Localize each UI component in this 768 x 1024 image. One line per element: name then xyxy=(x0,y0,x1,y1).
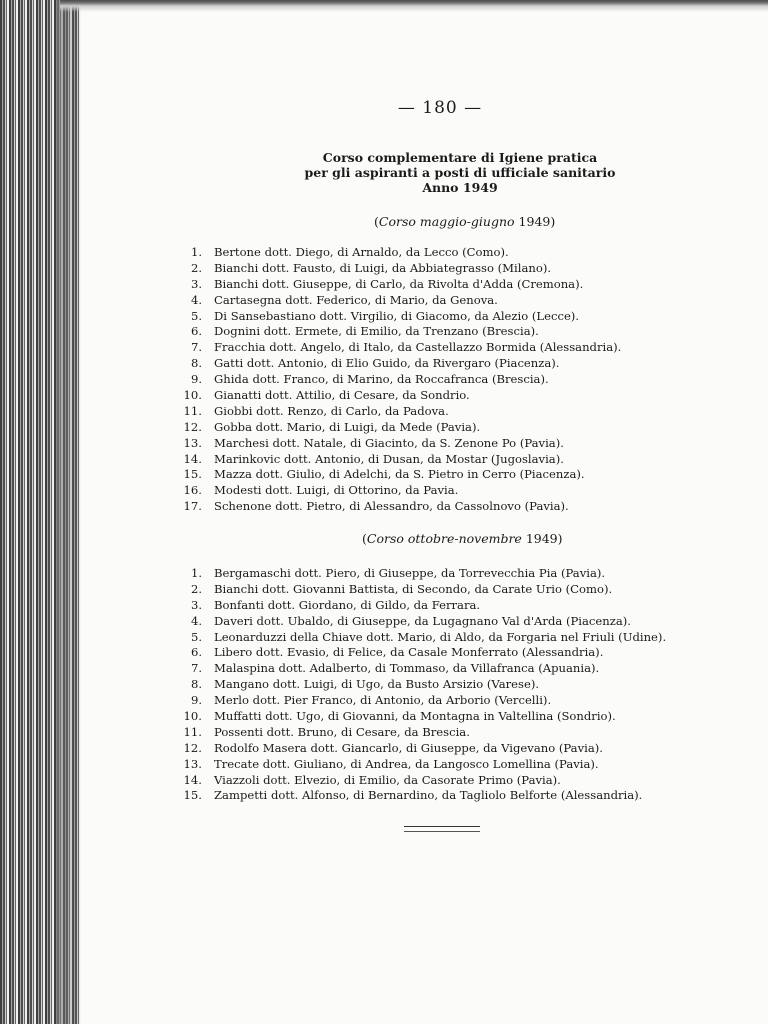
list-item xyxy=(176,709,666,725)
entry-text: Leonarduzzi della Chiave dott. Mario, di Aldo, da Forgaria nel Friuli (Udine). xyxy=(214,629,667,644)
entry-number: 2. xyxy=(190,581,202,596)
entry-number: 4. xyxy=(190,613,202,628)
entry-number: 13. xyxy=(183,756,202,771)
entry-number: 12. xyxy=(183,419,202,434)
entry-number: 13. xyxy=(183,435,202,450)
entry-text: Malaspina dott. Adalberto, di Tommaso, da Villafranca (Apuania). xyxy=(214,661,600,676)
section-title-year: 1949) xyxy=(514,214,556,229)
entry-text: Mangano dott. Luigi, di Ugo, da Busto Arsizio (Varese). xyxy=(214,677,540,692)
section-title-open: ( xyxy=(362,531,367,546)
entry-number: 15. xyxy=(183,467,202,482)
entry-text: Bonfanti dott. Giordano, di Gildo, da Ferrara. xyxy=(214,597,481,612)
list-item xyxy=(176,630,666,646)
entry-text: Bianchi dott. Giuseppe, di Carlo, da Rivolta d'Adda (Cremona). xyxy=(214,276,584,291)
list-item xyxy=(176,245,621,261)
list-item xyxy=(176,340,621,356)
entry-number: 10. xyxy=(183,709,202,724)
list-item xyxy=(176,277,621,293)
entry-number: 5. xyxy=(190,629,202,644)
list-item xyxy=(176,261,621,277)
entry-text: Di Sansebastiano dott. Virgilio, di Giacomo, da Alezio (Lecce). xyxy=(214,308,580,323)
list-item xyxy=(176,372,621,388)
entry-number: 8. xyxy=(190,356,202,371)
entry-number: 3. xyxy=(190,276,202,291)
page-top-edge xyxy=(60,0,768,12)
entry-number: 10. xyxy=(183,388,202,403)
entry-text: Gianatti dott. Attilio, di Cesare, da Sondrio. xyxy=(214,388,470,403)
entry-text: Schenone dott. Pietro, di Alessandro, da Cassolnovo (Pavia). xyxy=(214,499,569,514)
entry-number: 7. xyxy=(190,661,202,676)
entry-number: 14. xyxy=(183,772,202,787)
entry-text: Cartasegna dott. Federico, di Mario, da Genova. xyxy=(214,292,498,307)
entry-text: Ghida dott. Franco, di Marino, da Roccafranca (Brescia). xyxy=(214,372,549,387)
section-title-italic: Corso ottobre-novembre xyxy=(366,531,522,546)
entry-text: Zampetti dott. Alfonso, di Bernardino, da Tagliolo Belforte (Alessandria). xyxy=(214,788,643,803)
list-item xyxy=(176,788,666,804)
entry-text: Bianchi dott. Fausto, di Luigi, da Abbiategrasso (Milano). xyxy=(214,260,552,275)
entry-text: Bertone dott. Diego, di Arnaldo, da Lecco (Como). xyxy=(214,245,509,259)
entry-number: 8. xyxy=(190,677,202,692)
entry-text: Libero dott. Evasio, di Felice, da Casale Monferrato (Alessandria). xyxy=(214,645,604,660)
entry-number: 9. xyxy=(190,693,202,708)
list-item xyxy=(176,436,621,452)
participant-list-ottobre-novembre xyxy=(176,566,666,804)
entry-text: Giobbi dott. Renzo, di Carlo, da Padova. xyxy=(214,403,449,418)
heading-line-3: Anno 1949 xyxy=(422,180,498,195)
entry-number: 9. xyxy=(190,372,202,387)
participant-list-maggio-giugno xyxy=(176,245,621,515)
list-item xyxy=(176,725,666,741)
list-item xyxy=(176,452,621,468)
entry-number: 11. xyxy=(183,403,202,418)
heading-line-1: Corso complementare di Igiene pratica xyxy=(322,150,598,165)
entry-text: Trecate dott. Giuliano, di Andrea, da Langosco Lomellina (Pavia). xyxy=(214,756,599,771)
list-item xyxy=(176,741,666,757)
list-item xyxy=(176,483,621,499)
entry-text: Fracchia dott. Angelo, di Italo, da Castellazzo Bormida (Alessandria). xyxy=(214,340,622,355)
entry-number: 14. xyxy=(183,451,202,466)
list-item xyxy=(176,757,666,773)
entry-number: 1. xyxy=(190,566,202,580)
entry-text: Mazza dott. Giulio, di Adelchi, da S. Pietro in Cerro (Piacenza). xyxy=(214,467,585,482)
entry-number: 17. xyxy=(183,499,202,514)
heading-line-2: per gli aspiranti a posti di ufficiale sanitario xyxy=(304,165,616,180)
list-item xyxy=(176,293,621,309)
list-item xyxy=(176,420,621,436)
entry-text: Muffatti dott. Ugo, di Giovanni, da Montagna in Valtellina (Sondrio). xyxy=(214,709,616,724)
section-title-italic: Corso maggio-giugno xyxy=(378,214,515,229)
page-number: — 180 — xyxy=(397,98,483,118)
entry-text: Merlo dott. Pier Franco, di Antonio, da Arborio (Vercelli). xyxy=(214,693,552,708)
list-item xyxy=(176,582,666,598)
entry-text: Marchesi dott. Natale, di Giacinto, da S. Zenone Po (Pavia). xyxy=(214,435,564,450)
entry-text: Dognini dott. Ermete, di Emilio, da Trenzano (Brescia). xyxy=(214,324,539,339)
entry-number: 4. xyxy=(190,292,202,307)
entry-text: Rodolfo Masera dott. Giancarlo, di Giuseppe, da Vigevano (Pavia). xyxy=(214,740,603,755)
list-item xyxy=(176,773,666,789)
list-item xyxy=(176,693,666,709)
entry-number: 11. xyxy=(183,724,202,739)
entry-text: Viazzoli dott. Elvezio, di Emilio, da Casorate Primo (Pavia). xyxy=(214,772,561,787)
entry-text: Gobba dott. Mario, di Luigi, da Mede (Pavia). xyxy=(214,419,481,434)
entry-text: Possenti dott. Bruno, di Cesare, da Brescia. xyxy=(214,724,470,739)
closing-rule xyxy=(404,826,480,832)
list-item xyxy=(176,356,621,372)
entry-number: 2. xyxy=(190,260,202,275)
list-item xyxy=(176,324,621,340)
entry-text: Daveri dott. Ubaldo, di Giuseppe, da Lugagnano Val d'Arda (Piacenza). xyxy=(214,613,631,628)
entry-number: 6. xyxy=(190,645,202,660)
section-title-open: ( xyxy=(374,214,379,229)
list-item xyxy=(176,467,621,483)
section-title-ottobre-novembre xyxy=(362,531,563,546)
list-item xyxy=(176,614,666,630)
entry-number: 1. xyxy=(190,245,202,259)
entry-number: 5. xyxy=(190,308,202,323)
list-item xyxy=(176,309,621,325)
document-heading xyxy=(300,150,620,195)
list-item xyxy=(176,598,666,614)
binding-shadow xyxy=(56,0,82,1024)
entry-number: 15. xyxy=(183,788,202,803)
entry-number: 6. xyxy=(190,324,202,339)
list-item xyxy=(176,499,621,515)
entry-number: 7. xyxy=(190,340,202,355)
entry-text: Marinkovic dott. Antonio, di Dusan, da Mostar (Jugoslavia). xyxy=(214,451,564,466)
entry-number: 16. xyxy=(183,483,202,498)
list-item xyxy=(176,661,666,677)
section-title-year: 1949) xyxy=(521,531,563,546)
list-item xyxy=(176,566,666,582)
entry-text: Modesti dott. Luigi, di Ottorino, da Pavia. xyxy=(214,483,459,498)
entry-number: 12. xyxy=(183,740,202,755)
list-item xyxy=(176,677,666,693)
list-item xyxy=(176,388,621,404)
entry-text: Gatti dott. Antonio, di Elio Guido, da Rivergaro (Piacenza). xyxy=(214,356,560,371)
section-title-maggio-giugno xyxy=(374,214,555,229)
entry-text: Bergamaschi dott. Piero, di Giuseppe, da Torrevecchia Pia (Pavia). xyxy=(214,566,606,580)
entry-number: 3. xyxy=(190,597,202,612)
list-item xyxy=(176,645,666,661)
list-item xyxy=(176,404,621,420)
entry-text: Bianchi dott. Giovanni Battista, di Secondo, da Carate Urio (Como). xyxy=(214,581,613,596)
